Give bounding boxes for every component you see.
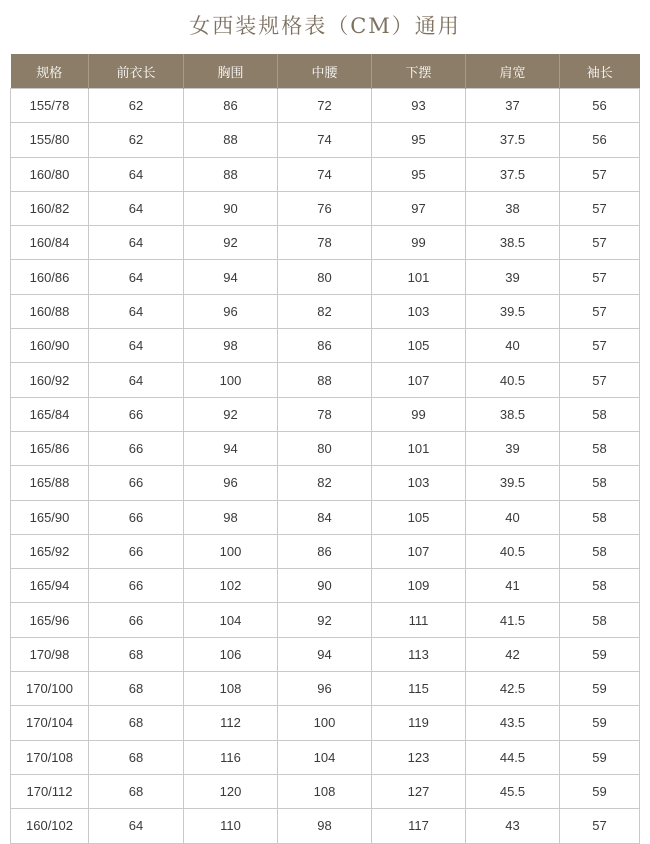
table-cell: 40 bbox=[466, 329, 560, 363]
column-header: 规格 bbox=[11, 54, 89, 89]
table-cell: 108 bbox=[184, 672, 278, 706]
table-cell: 41 bbox=[466, 569, 560, 603]
table-cell: 119 bbox=[372, 706, 466, 740]
table-row bbox=[11, 431, 640, 465]
table-cell: 64 bbox=[89, 157, 184, 191]
table-cell: 58 bbox=[560, 603, 640, 637]
table-row bbox=[11, 123, 640, 157]
table-cell: 88 bbox=[278, 363, 372, 397]
table-cell: 170/98 bbox=[11, 637, 89, 671]
table-cell: 109 bbox=[372, 569, 466, 603]
table-cell: 160/86 bbox=[11, 260, 89, 294]
table-cell: 92 bbox=[278, 603, 372, 637]
table-cell: 64 bbox=[89, 363, 184, 397]
table-cell: 42 bbox=[466, 637, 560, 671]
table-row bbox=[11, 397, 640, 431]
table-cell: 66 bbox=[89, 569, 184, 603]
table-cell: 99 bbox=[372, 397, 466, 431]
table-cell: 39.5 bbox=[466, 294, 560, 328]
table-cell: 104 bbox=[278, 740, 372, 774]
table-cell: 59 bbox=[560, 774, 640, 808]
table-cell: 44.5 bbox=[466, 740, 560, 774]
table-cell: 86 bbox=[278, 534, 372, 568]
table-cell: 90 bbox=[184, 191, 278, 225]
table-cell: 59 bbox=[560, 637, 640, 671]
table-cell: 84 bbox=[278, 500, 372, 534]
table-cell: 57 bbox=[560, 809, 640, 843]
table-cell: 41.5 bbox=[466, 603, 560, 637]
table-cell: 78 bbox=[278, 397, 372, 431]
table-cell: 160/90 bbox=[11, 329, 89, 363]
table-cell: 57 bbox=[560, 294, 640, 328]
table-header-row bbox=[11, 54, 640, 89]
table-cell: 40.5 bbox=[466, 363, 560, 397]
table-cell: 165/92 bbox=[11, 534, 89, 568]
table-cell: 170/104 bbox=[11, 706, 89, 740]
column-header: 前衣长 bbox=[89, 54, 184, 89]
table-cell: 80 bbox=[278, 260, 372, 294]
table-cell: 100 bbox=[184, 534, 278, 568]
table-cell: 78 bbox=[278, 226, 372, 260]
table-row bbox=[11, 672, 640, 706]
table-row bbox=[11, 534, 640, 568]
table-cell: 66 bbox=[89, 466, 184, 500]
table-cell: 107 bbox=[372, 363, 466, 397]
table-cell: 57 bbox=[560, 226, 640, 260]
table-cell: 40.5 bbox=[466, 534, 560, 568]
table-cell: 62 bbox=[89, 89, 184, 123]
table-row bbox=[11, 260, 640, 294]
table-cell: 100 bbox=[278, 706, 372, 740]
table-cell: 76 bbox=[278, 191, 372, 225]
table-cell: 160/80 bbox=[11, 157, 89, 191]
column-header: 胸围 bbox=[184, 54, 278, 89]
table-row bbox=[11, 740, 640, 774]
table-cell: 64 bbox=[89, 226, 184, 260]
table-cell: 39 bbox=[466, 431, 560, 465]
table-cell: 160/88 bbox=[11, 294, 89, 328]
table-cell: 104 bbox=[184, 603, 278, 637]
size-table bbox=[10, 54, 640, 844]
table-cell: 108 bbox=[278, 774, 372, 808]
table-cell: 160/84 bbox=[11, 226, 89, 260]
table-cell: 117 bbox=[372, 809, 466, 843]
table-cell: 101 bbox=[372, 431, 466, 465]
table-cell: 165/96 bbox=[11, 603, 89, 637]
table-row bbox=[11, 329, 640, 363]
table-cell: 59 bbox=[560, 672, 640, 706]
table-cell: 56 bbox=[560, 89, 640, 123]
table-cell: 101 bbox=[372, 260, 466, 294]
table-cell: 96 bbox=[184, 294, 278, 328]
table-cell: 98 bbox=[184, 329, 278, 363]
table-cell: 160/82 bbox=[11, 191, 89, 225]
table-cell: 92 bbox=[184, 397, 278, 431]
table-cell: 155/78 bbox=[11, 89, 89, 123]
table-cell: 58 bbox=[560, 397, 640, 431]
table-cell: 64 bbox=[89, 260, 184, 294]
table-cell: 97 bbox=[372, 191, 466, 225]
table-cell: 123 bbox=[372, 740, 466, 774]
table-cell: 170/108 bbox=[11, 740, 89, 774]
table-cell: 58 bbox=[560, 500, 640, 534]
table-cell: 82 bbox=[278, 466, 372, 500]
table-row bbox=[11, 569, 640, 603]
table-cell: 165/94 bbox=[11, 569, 89, 603]
table-cell: 115 bbox=[372, 672, 466, 706]
table-cell: 107 bbox=[372, 534, 466, 568]
table-cell: 57 bbox=[560, 157, 640, 191]
table-cell: 39.5 bbox=[466, 466, 560, 500]
table-cell: 155/80 bbox=[11, 123, 89, 157]
table-row bbox=[11, 226, 640, 260]
table-cell: 98 bbox=[278, 809, 372, 843]
table-cell: 94 bbox=[278, 637, 372, 671]
table-row bbox=[11, 466, 640, 500]
table-cell: 96 bbox=[278, 672, 372, 706]
table-cell: 103 bbox=[372, 466, 466, 500]
table-row bbox=[11, 157, 640, 191]
table-cell: 45.5 bbox=[466, 774, 560, 808]
table-cell: 90 bbox=[278, 569, 372, 603]
table-cell: 38 bbox=[466, 191, 560, 225]
table-cell: 102 bbox=[184, 569, 278, 603]
table-cell: 56 bbox=[560, 123, 640, 157]
table-cell: 120 bbox=[184, 774, 278, 808]
table-cell: 74 bbox=[278, 123, 372, 157]
table-cell: 93 bbox=[372, 89, 466, 123]
table-cell: 116 bbox=[184, 740, 278, 774]
table-cell: 58 bbox=[560, 431, 640, 465]
table-cell: 112 bbox=[184, 706, 278, 740]
table-cell: 170/112 bbox=[11, 774, 89, 808]
table-cell: 110 bbox=[184, 809, 278, 843]
table-row bbox=[11, 809, 640, 843]
table-cell: 160/92 bbox=[11, 363, 89, 397]
table-cell: 72 bbox=[278, 89, 372, 123]
table-row bbox=[11, 191, 640, 225]
table-cell: 42.5 bbox=[466, 672, 560, 706]
table-cell: 43 bbox=[466, 809, 560, 843]
table-cell: 68 bbox=[89, 774, 184, 808]
table-cell: 96 bbox=[184, 466, 278, 500]
column-header: 中腰 bbox=[278, 54, 372, 89]
table-cell: 82 bbox=[278, 294, 372, 328]
column-header: 下摆 bbox=[372, 54, 466, 89]
table-cell: 62 bbox=[89, 123, 184, 157]
table-cell: 99 bbox=[372, 226, 466, 260]
table-cell: 127 bbox=[372, 774, 466, 808]
table-cell: 88 bbox=[184, 157, 278, 191]
table-cell: 66 bbox=[89, 603, 184, 637]
table-cell: 38.5 bbox=[466, 397, 560, 431]
table-row bbox=[11, 774, 640, 808]
table-cell: 80 bbox=[278, 431, 372, 465]
table-cell: 94 bbox=[184, 431, 278, 465]
table-cell: 39 bbox=[466, 260, 560, 294]
table-cell: 68 bbox=[89, 637, 184, 671]
table-cell: 105 bbox=[372, 500, 466, 534]
table-cell: 59 bbox=[560, 740, 640, 774]
table-cell: 68 bbox=[89, 706, 184, 740]
table-cell: 64 bbox=[89, 294, 184, 328]
table-cell: 57 bbox=[560, 329, 640, 363]
table-cell: 95 bbox=[372, 123, 466, 157]
table-cell: 98 bbox=[184, 500, 278, 534]
table-cell: 92 bbox=[184, 226, 278, 260]
table-cell: 165/88 bbox=[11, 466, 89, 500]
table-cell: 37 bbox=[466, 89, 560, 123]
table-row bbox=[11, 706, 640, 740]
table-row bbox=[11, 637, 640, 671]
column-header: 袖长 bbox=[560, 54, 640, 89]
table-cell: 57 bbox=[560, 260, 640, 294]
table-cell: 103 bbox=[372, 294, 466, 328]
table-cell: 66 bbox=[89, 397, 184, 431]
table-cell: 165/90 bbox=[11, 500, 89, 534]
table-cell: 66 bbox=[89, 431, 184, 465]
table-cell: 64 bbox=[89, 191, 184, 225]
table-cell: 40 bbox=[466, 500, 560, 534]
table-cell: 68 bbox=[89, 672, 184, 706]
table-cell: 95 bbox=[372, 157, 466, 191]
table-cell: 74 bbox=[278, 157, 372, 191]
table-cell: 86 bbox=[278, 329, 372, 363]
table-cell: 111 bbox=[372, 603, 466, 637]
table-cell: 88 bbox=[184, 123, 278, 157]
table-cell: 160/102 bbox=[11, 809, 89, 843]
table-row bbox=[11, 294, 640, 328]
column-header: 肩宽 bbox=[466, 54, 560, 89]
table-cell: 59 bbox=[560, 706, 640, 740]
table-cell: 64 bbox=[89, 329, 184, 363]
table-cell: 68 bbox=[89, 740, 184, 774]
table-cell: 94 bbox=[184, 260, 278, 294]
table-cell: 64 bbox=[89, 809, 184, 843]
table-cell: 58 bbox=[560, 534, 640, 568]
table-cell: 165/86 bbox=[11, 431, 89, 465]
page-title: 女西装规格表（CM）通用 bbox=[189, 14, 461, 38]
table-row bbox=[11, 89, 640, 123]
table-cell: 43.5 bbox=[466, 706, 560, 740]
table-cell: 58 bbox=[560, 466, 640, 500]
table-cell: 38.5 bbox=[466, 226, 560, 260]
table-cell: 170/100 bbox=[11, 672, 89, 706]
table-cell: 37.5 bbox=[466, 123, 560, 157]
table-cell: 57 bbox=[560, 363, 640, 397]
table-cell: 66 bbox=[89, 500, 184, 534]
table-body bbox=[11, 89, 640, 844]
table-row bbox=[11, 500, 640, 534]
table-cell: 165/84 bbox=[11, 397, 89, 431]
table-cell: 58 bbox=[560, 569, 640, 603]
table-cell: 66 bbox=[89, 534, 184, 568]
table-cell: 105 bbox=[372, 329, 466, 363]
table-cell: 100 bbox=[184, 363, 278, 397]
table-cell: 57 bbox=[560, 191, 640, 225]
table-cell: 37.5 bbox=[466, 157, 560, 191]
table-row bbox=[11, 603, 640, 637]
table-cell: 106 bbox=[184, 637, 278, 671]
table-row bbox=[11, 363, 640, 397]
table-cell: 113 bbox=[372, 637, 466, 671]
table-cell: 86 bbox=[184, 89, 278, 123]
